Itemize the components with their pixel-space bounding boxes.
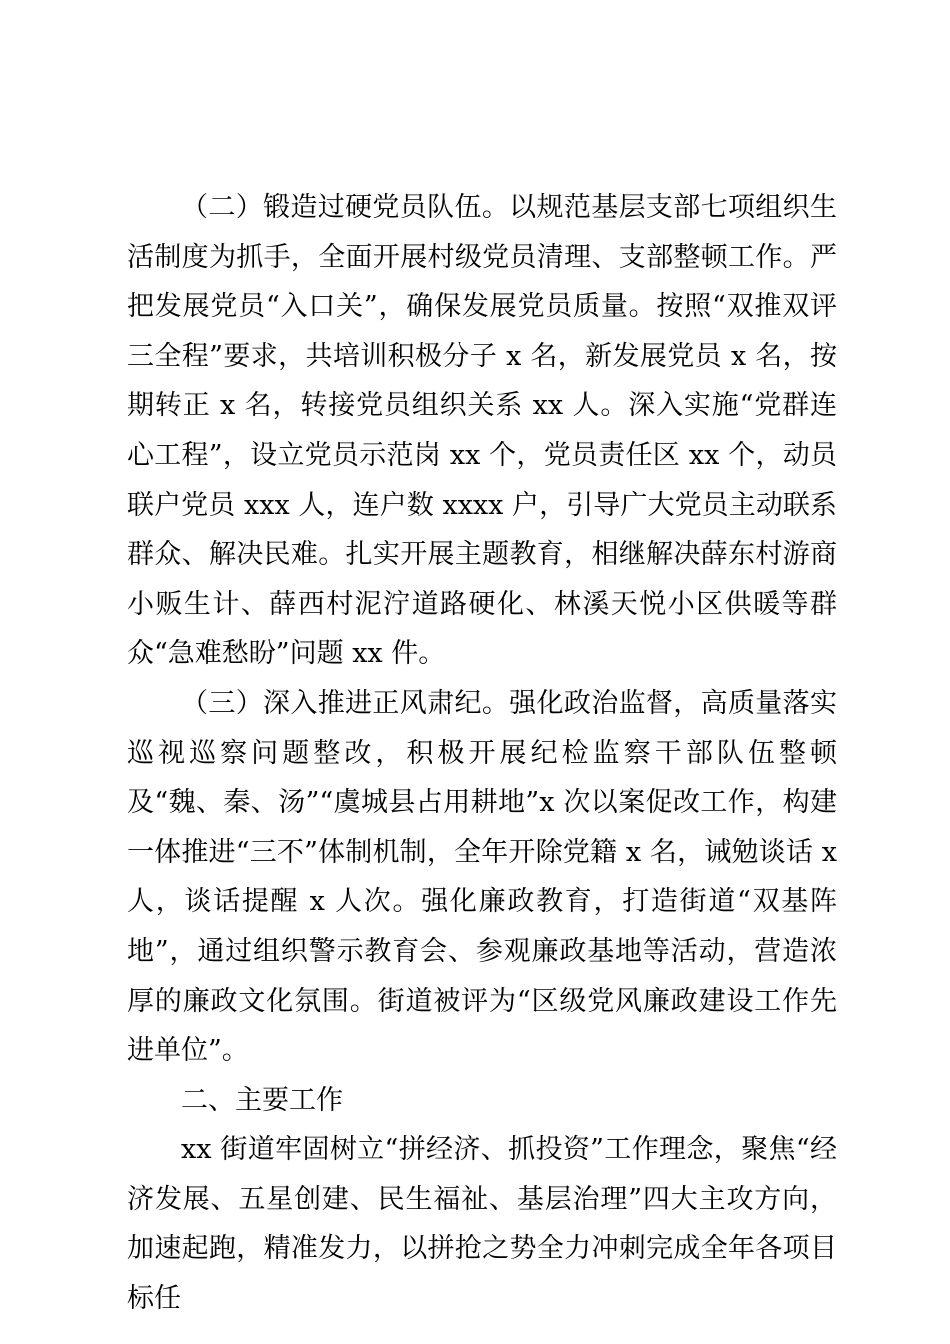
section-heading-main-work: 二、主要工作 xyxy=(181,1084,343,1116)
paragraph-discipline: （三）深入推进正风肃纪。强化政治监督，高质量落实巡视巡察问题整改，积极开展纪检监察干部队伍整顿及“魏、秦、汤”“虞城县占用耕地”x 次以案促改工作，构建一体推进“三不”体制机制，全年开除党籍 x 名，诫勉谈话 x 人，谈话提醒 x 人次。强化廉政教育，打造街道“双基阵地”，通过组织警示教育会、参观廉政基地等活动，营造浓厚的廉政文化氛围。街道被评为“区级党风廉政建设工作先进单位”。 xyxy=(127,687,837,1067)
paragraph-main-work-intro: xx 街道牢固树立“拼经济、抓投资”工作理念，聚焦“经济发展、五星创建、民生福祉、基层治理”四大主攻方向，加速起跑，精准发力，以拼抢之势全力冲刺完成全年各项目标任 xyxy=(127,1134,837,1315)
paragraph-party-team: （二）锻造过硬党员队伍。以规范基层支部七项组织生活制度为抓手，全面开展村级党员清理、支部整顿工作。严把发展党员“入口关”，确保发展党员质量。按照“双推双评三全程”要求，共培训积极分子 x 名，新发展党员 x 名，按期转正 x 名，转接党员组织关系 xx 人。深入实施“党群连心工程”，设立党员示范岗 xx 个，党员责任区 xx 个，动员联户党员 xxx 人，连户数 xxxx 户，引导广大党员主动联系群众、解决民难。扎实开展主题教育，相继解决薛东村游商小贩生计、薛西村泥泞道路硬化、林溪天悦小区供暖等群众“急难愁盼”问题 xx 件。 xyxy=(127,192,837,670)
document-body xyxy=(127,183,837,1324)
